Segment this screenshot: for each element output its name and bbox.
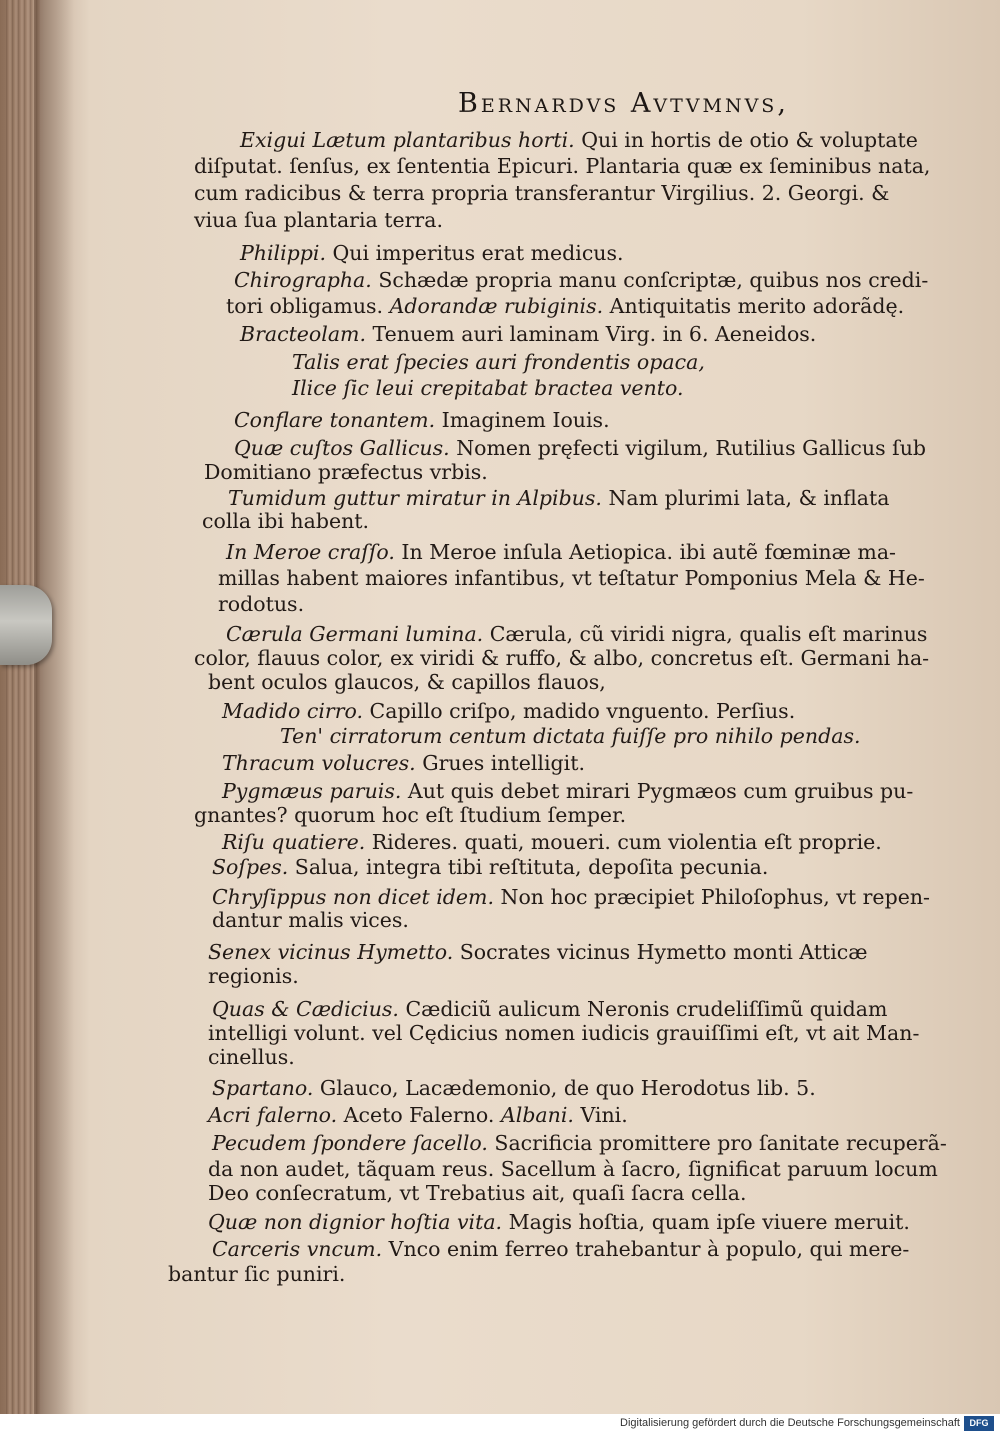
lemma: Soſpes. xyxy=(212,855,289,879)
commentary-text xyxy=(48,0,993,1414)
lemma: Conflare tonantem. xyxy=(234,408,436,432)
gloss: Cædiciũ aulicum Neronis crudeliſſimũ quidam xyxy=(398,997,888,1021)
bookmark-ribbon xyxy=(0,585,52,665)
text-line xyxy=(208,670,606,694)
dfg-logo: DFG xyxy=(964,1416,994,1431)
gloss: Sacrificia promittere pro ſanitate recuperã- xyxy=(487,1131,947,1155)
gloss: regionis. xyxy=(208,964,299,988)
text-line xyxy=(212,1237,909,1261)
text-line xyxy=(240,128,918,152)
gloss: Vini. xyxy=(573,1103,628,1127)
lemma: Ilice ſic leui crepitabat bractea vento. xyxy=(292,376,684,400)
gloss: Aut quis debet mirari Pygmæos cum gruibus pu- xyxy=(401,779,914,803)
gloss: In Meroe inſula Aetiopica. ibi autẽ fœminæ ma- xyxy=(394,540,896,564)
text-line xyxy=(212,997,887,1021)
text-line xyxy=(212,1131,947,1155)
text-line xyxy=(226,294,904,318)
gloss: Magis hoſtia, quam ipſe viuere meruit. xyxy=(502,1210,910,1234)
lemma: Madido cirro. xyxy=(222,699,364,723)
gloss: Imaginem Iouis. xyxy=(435,408,610,432)
text-line xyxy=(212,885,930,909)
lemma: Cærula Germani lumina. xyxy=(226,622,484,646)
lemma: Pygmæus paruis. xyxy=(222,779,402,803)
text-line xyxy=(292,350,705,374)
gloss: Schædæ propria manu conſcriptæ, quibus nos credi- xyxy=(371,268,929,292)
lemma: Quas & Cædicius. xyxy=(212,997,399,1021)
gloss: Aceto Falerno. xyxy=(337,1103,501,1127)
gloss: cinellus. xyxy=(208,1045,295,1069)
gloss: tori obligamus. xyxy=(226,294,390,318)
gloss: Glauco, Lacædemonio, de quo Herodotus lib. 5. xyxy=(313,1076,816,1100)
gloss: bantur ſic puniri. xyxy=(168,1262,346,1286)
lemma: Chryſippus non dicet idem. xyxy=(212,885,494,909)
gloss: gnantes? quorum hoc eſt ſtudium ſemper. xyxy=(194,803,627,827)
gloss: Socrates vicinus Hymetto monti Atticæ xyxy=(453,940,868,964)
lemma: Albani. xyxy=(500,1103,574,1127)
lemma: Chirographa. xyxy=(234,268,372,292)
gloss: Qui in hortis de otio & voluptate xyxy=(574,128,918,152)
lemma: Spartano. xyxy=(212,1076,314,1100)
gloss: Non hoc præcipiet Philoſophus, vt repen- xyxy=(493,885,930,909)
text-line xyxy=(208,1181,746,1205)
gloss: Salua, integra tibi reſtituta, depoſita pecunia. xyxy=(288,855,769,879)
text-line xyxy=(212,855,768,879)
text-line xyxy=(208,964,299,988)
gloss: Domitiano præfectus vrbis. xyxy=(204,460,488,484)
lemma: Talis erat ſpecies auri frondentis opaca, xyxy=(292,350,705,374)
gloss: bent oculos glaucos, & capillos flauos, xyxy=(208,670,606,694)
gloss: color, flauus color, ex viridi & ruffo, & albo, concretus eſt. Germani ha- xyxy=(194,646,930,670)
text-line xyxy=(222,751,585,775)
gloss: da non audet, tãquam reus. Sacellum à ſacro, ſignificat paruum locum xyxy=(208,1157,938,1181)
text-line xyxy=(212,1076,816,1100)
text-line xyxy=(194,154,930,178)
gloss: diſputat. ſenſus, ex ſententia Epicuri. Plantaria quæ ex ſeminibus nata, xyxy=(194,154,931,178)
lemma: Quæ non dignior hoſtia vita. xyxy=(208,1210,503,1234)
gloss: Vnco enim ferreo trahebantur à populo, qui mere- xyxy=(382,1237,910,1261)
gloss: rodotus. xyxy=(218,592,305,616)
lemma: Philippi. xyxy=(240,241,326,265)
lemma: Ten' cirratorum centum dictata fuiſſe pro nihilo pendas. xyxy=(280,724,861,748)
text-line xyxy=(222,779,913,803)
text-line xyxy=(208,940,868,964)
text-line xyxy=(208,1210,910,1234)
gloss: Nam plurimi lata, & inflata xyxy=(601,486,890,510)
text-line xyxy=(194,208,443,232)
gloss: cum radicibus & terra propria transferantur Virgilius. 2. Georgi. & xyxy=(194,181,890,205)
gloss: intelligi volunt. vel Cędicius nomen iudicis grauiſſimi eſt, vt ait Man- xyxy=(208,1021,920,1045)
lemma: Senex vicinus Hymetto. xyxy=(208,940,454,964)
text-line xyxy=(208,1103,628,1127)
gloss: Capillo criſpo, madido vnguento. Perſius. xyxy=(363,699,796,723)
text-line xyxy=(208,1045,295,1069)
gloss: Tenuem auri laminam Virg. in 6. Aeneidos. xyxy=(366,322,817,346)
text-line xyxy=(280,724,861,748)
text-line xyxy=(204,460,488,484)
text-line xyxy=(218,566,925,590)
lemma: Acri falerno. xyxy=(208,1103,338,1127)
lemma: Carceris vncum. xyxy=(212,1237,383,1261)
lemma: Bracteolam. xyxy=(240,322,367,346)
lemma: Thracum volucres. xyxy=(222,751,416,775)
text-line xyxy=(194,646,929,670)
lemma: Tumidum guttur miratur in Alpibus. xyxy=(228,486,602,510)
text-line xyxy=(212,908,409,932)
lemma: Adorandæ rubiginis. xyxy=(389,294,604,318)
text-line xyxy=(194,181,889,205)
text-line xyxy=(240,241,624,265)
text-line xyxy=(234,408,610,432)
running-head: Bernardvs Avtvmnvs, xyxy=(458,88,789,119)
gloss: colla ibi habent. xyxy=(202,509,370,533)
text-line xyxy=(228,486,889,510)
gloss: Qui imperitus erat medicus. xyxy=(325,241,624,265)
gloss: Grues intelligit. xyxy=(415,751,585,775)
gloss: viua ſua plantaria terra. xyxy=(194,208,443,232)
text-line xyxy=(226,540,896,564)
text-line xyxy=(208,1021,919,1045)
gloss: dantur malis vices. xyxy=(212,908,409,932)
text-line xyxy=(234,436,926,460)
text-line xyxy=(222,830,882,854)
text-line xyxy=(202,509,369,533)
text-line xyxy=(218,592,304,616)
text-line xyxy=(234,268,928,292)
lemma: Riſu quatiere. xyxy=(222,830,366,854)
gloss: Rideres. quati, moueri. cum violentia eſt proprie. xyxy=(365,830,882,854)
text-line xyxy=(168,1262,345,1286)
gloss: Cærula, cũ viridi nigra, qualis eſt marinus xyxy=(483,622,928,646)
text-line xyxy=(208,1157,938,1181)
gloss: millas habent maiores infantibus, vt teſtatur Pomponius Mela & He- xyxy=(218,566,925,590)
text-line xyxy=(226,622,927,646)
text-line xyxy=(222,699,795,723)
lemma: Pecudem ſpondere ſacello. xyxy=(212,1131,488,1155)
gloss: Deo conſecratum, vt Trebatius ait, quaſi ſacra cella. xyxy=(208,1181,747,1205)
text-line xyxy=(240,322,816,346)
text-line xyxy=(292,376,683,400)
funding-credit: Digitalisierung gefördert durch die Deutsche Forschungsgemeinschaft xyxy=(620,1417,960,1429)
gloss: Nomen pręfecti vigilum, Rutilius Gallicus ſub xyxy=(449,436,927,460)
book-page xyxy=(48,0,993,1414)
gloss: Antiquitatis merito adorãdę. xyxy=(603,294,905,318)
lemma: Exigui Lætum plantaribus horti. xyxy=(240,128,575,152)
lemma: In Meroe craſſo. xyxy=(226,540,395,564)
lemma: Quæ cuſtos Gallicus. xyxy=(234,436,450,460)
text-line xyxy=(194,803,626,827)
